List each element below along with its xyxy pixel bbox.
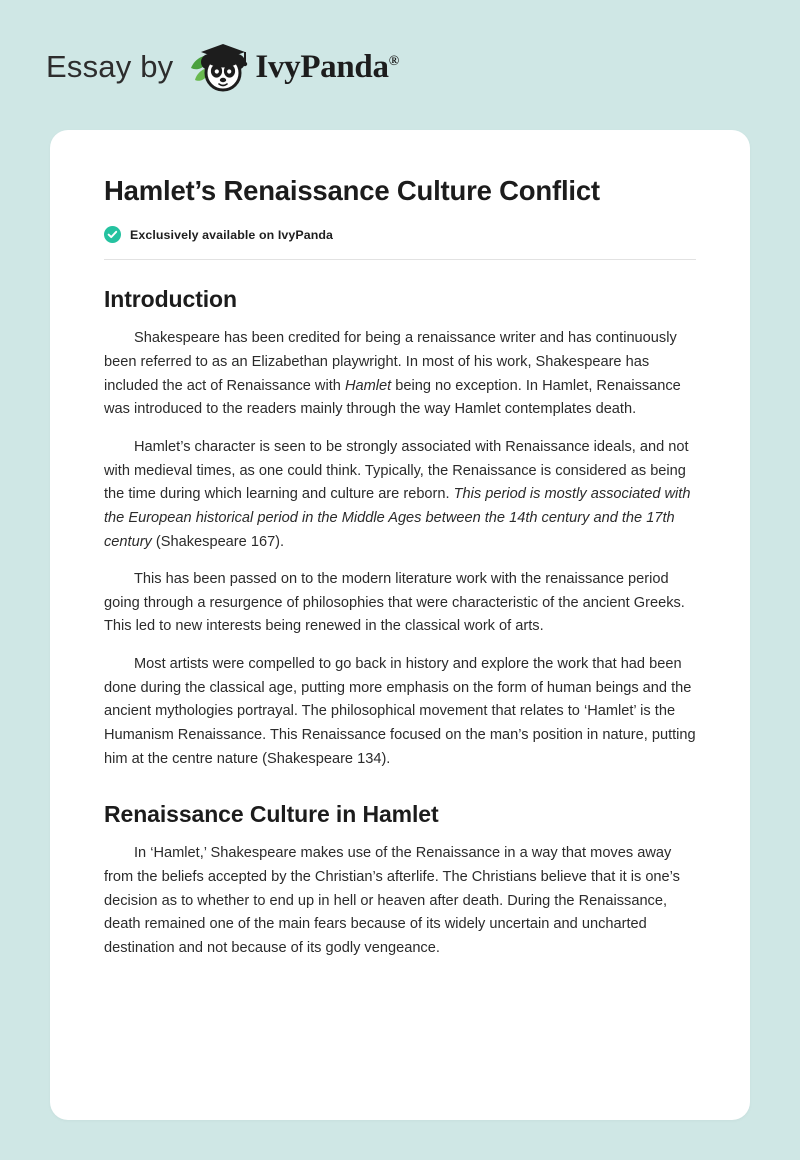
text-run: being no exception. In Hamlet, Renaissance was introduced to the readers mainly through the way Hamlet contemplates death. xyxy=(104,377,681,418)
document-card xyxy=(50,130,750,1120)
paragraph xyxy=(104,436,696,554)
paragraph: This has been passed on to the modern literature work with the renaissance period going through a resurgence of philosophies that were characteristic of the ancient Greeks. This led to new interests being renewed in the classical work of arts. xyxy=(104,571,685,635)
title-divider xyxy=(104,259,696,260)
registered-mark: ® xyxy=(388,53,399,69)
paragraph: Most artists were compelled to go back in history and explore the work that had been done during the classical age, putting more emphasis on the form of human beings and the ancient mythologies portrayal. The philosophical movement that relates to ‘Hamlet’ is the Humanism Renaissance. This Renaissance focused on the man’s position in nature, putting him at the centre nature (Shakespeare 134). xyxy=(104,656,696,767)
text-run-italic: Hamlet xyxy=(344,377,392,394)
page-title: Hamlet’s Renaissance Culture Conflict xyxy=(104,175,600,206)
brand-logo[interactable] xyxy=(187,38,398,96)
check-circle-icon xyxy=(104,226,121,243)
text-run: Shakespeare has been credited for being a renaissance writer and has continuously been referred to as an Elizabethan playwright. In most of his work, Shakespeare has included the act of Renaissance with xyxy=(104,330,677,394)
section-heading-renaissance-culture-in-hamlet: Renaissance Culture in Hamlet xyxy=(104,801,439,828)
text-run: Hamlet’s character is seen to be strongly associated with Renaissance ideals, and not with medieval times, as one could think. Typically, the Renaissance is considered as being the time during which learning and culture are reborn. xyxy=(104,438,689,503)
text-run: (Shakespeare 167). xyxy=(151,533,285,550)
text-run-italic: This period is mostly associated with the European historical period in the Middle Ages between the 14th century and the 17th century xyxy=(104,486,691,550)
paragraph xyxy=(104,327,696,422)
exclusive-badge xyxy=(104,226,696,243)
section-heading-introduction: Introduction xyxy=(104,286,237,313)
essay-by-label: Essay by xyxy=(46,49,174,84)
brand-name: IvyPanda® xyxy=(255,48,399,85)
panda-graduate-icon xyxy=(187,38,249,96)
site-header xyxy=(0,0,800,96)
paragraph: In ‘Hamlet,’ Shakespeare makes use of the Renaissance in a way that moves away from the beliefs accepted by the Christian’s afterlife. The Christians believe that it is one’s decision as to whether to end up in hell or heaven after death. During the Renaissance, death remained one of the main fears because of its widely uncertain and uncharted destination and not because of its godly vengeance. xyxy=(104,845,680,956)
exclusive-label: Exclusively available on IvyPanda xyxy=(130,227,334,242)
